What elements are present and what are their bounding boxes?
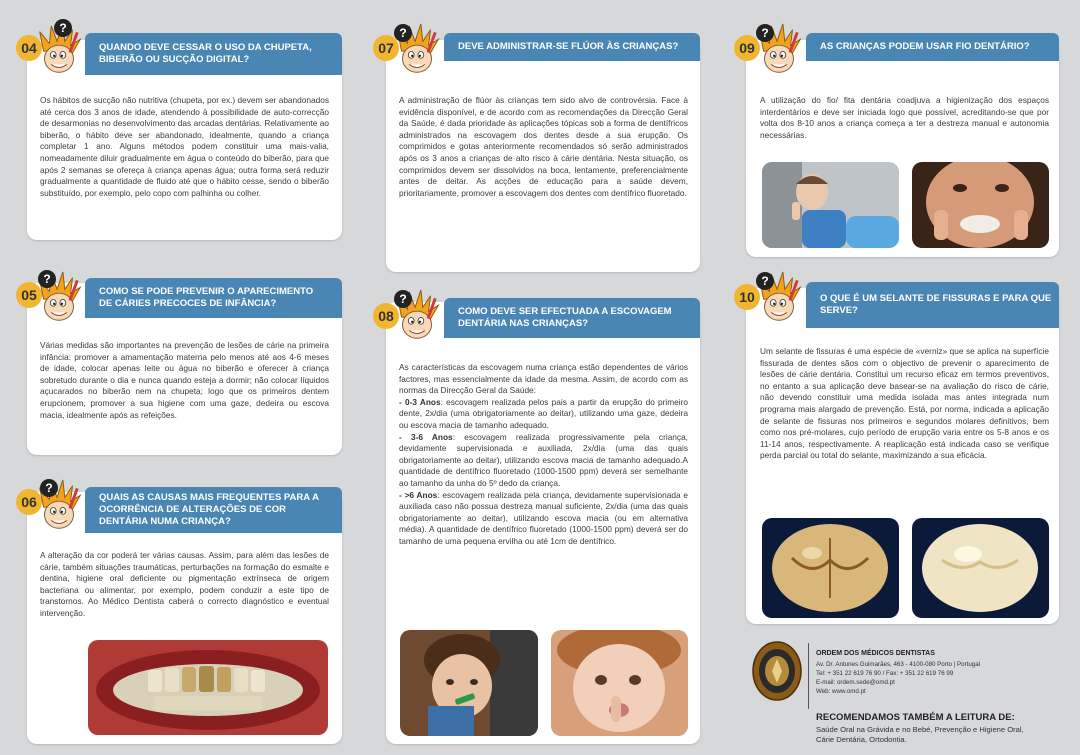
section-06-body (40, 550, 329, 620)
question-mark-icon: ? (756, 24, 774, 42)
section-08-item-3-6-text: : escovagem realizada progressivamente pela criança, devidamente supervisionada e auxiliada, 2x/dia (uma das quais obrigatoriamente ao deitar), utilizando escova macia de tamanho adequado.A quantidade de dentífrico fluoretado (1000-1500 ppm) deverá ser semelhante ao tamanho da unha do 5º dedo da criança. (399, 431, 688, 488)
footer-recommend-line-1: Saúde Oral na Grávida e no Bebé, Prevenção e Higiene Oral, (816, 725, 1024, 734)
section-10-body (760, 346, 1049, 462)
section-04-title-line-2: BIBERÃO OU SUCÇÃO DIGITAL? (99, 54, 250, 65)
section-09-title: AS CRIANÇAS PODEM USAR FIO DENTÁRIO? (820, 41, 1030, 52)
footer-org-name: ORDEM DOS MÉDICOS DENTISTAS (816, 650, 935, 657)
question-mark-icon: ? (756, 272, 774, 290)
molar-after-sealant-photo (912, 518, 1049, 618)
section-09-body-text: A utilização do fio/ fita dentária coadjuva a higienização dos espaços interdentários e deve ser iniciada logo que possível, acreditando-se que por volta dos 8-10 anos a criança começa a ter a destreza manual e autonomia necessárias. (760, 95, 1049, 140)
question-mark-icon: ? (394, 24, 412, 42)
child-finger-mouth-photo (551, 630, 688, 736)
molar-before-sealant-photo (762, 518, 899, 618)
footer-address: Av. Dr. Antunes Guimarães, 463 - 4100-080 Porto | Portugal (816, 661, 981, 668)
child-brushing-photo (400, 630, 538, 736)
section-07-number-badge: 07 (373, 35, 399, 61)
section-07-body (399, 95, 688, 199)
section-08-item-3-6-label: - 3-6 Anos (399, 431, 453, 442)
section-04-header (85, 33, 342, 75)
section-10-number-badge: 10 (734, 284, 760, 310)
section-09-number-badge: 09 (734, 35, 760, 61)
question-mark-icon: ? (38, 270, 56, 288)
section-05-title-line-2: DE CÁRIES PRECOCES DE INFÂNCIA? (99, 298, 277, 309)
section-10-header (806, 282, 1059, 328)
footer-web: Web: www.omd.pt (816, 688, 866, 695)
section-10-body-text: Um selante de fissuras é uma espécie de «verniz» que se aplica na superfície fissurada de dentes sãos com o objectivo de prevenir o aparecimento de lesões de cárie dentária. Constitui um recurso eficaz em termos preventivos, no entanto a sua aplicação deve basear-se na avaliação do risco de cárie, não devendo constituir uma medida isolada mas antes integrada num programa mais alargado de prevenção. Está, por norma, indicada a aplicação de selante de fissuras nos primeiros e segundos molares definitivos, bem como nos pré-molares, cujo período de erupção varia entre os 5-8 anos e os 11-14 anos, respectivamente. A reaplicação está indicada caso se verifique perda parcial ou total do selante, maximizando a sua eficácia. (760, 346, 1049, 461)
section-06-header (85, 487, 342, 533)
section-08-item-0-3 (399, 397, 688, 432)
section-08-intro: As características da escovagem numa criança estão dependentes de vários factores, mas essencialmente da idade da mesma. Assim, de acordo com as normas da Direcção Geral da Saúde: (399, 362, 688, 396)
section-08-item-6-plus (399, 490, 688, 548)
omd-seal-logo (752, 641, 802, 701)
footer-recommend-line-2: Cárie Dentária, Ortodontia. (816, 735, 907, 744)
section-10-title-line-2: SERVE? (820, 305, 858, 316)
section-06-title-line-3: DENTÁRIA NUMA CRIANÇA? (99, 516, 231, 527)
section-04-title-line-1: QUANDO DEVE CESSAR O USO DA CHUPETA, (99, 42, 312, 53)
question-mark-icon: ? (40, 479, 58, 497)
footer-email: E-mail: ordem.sede@omd.pt (816, 679, 895, 686)
discolored-teeth-photo (88, 640, 328, 735)
section-07-body-text: A administração de flúor às crianças tem sido alvo de controvérsia. Face à evidência disponível, e de acordo com as recomendações da Direcção Geral da Saúde, é dada prioridade às aplicações tópicas sob a forma de dentífricos administrados na escovagem dos dentes desde a sua erupção. Os comprimidos e gotas anteriormente recomendados só serão administrados após os 3 anos a crianças de alto risco à cárie dentária. Nesta situação, os comprimidos devem ser dissolvidos na boca, lentamente, preferencialmente antes de deitar. As acções de educação para a saúde devem, prioritariamente, promover a escovagem dos dentes com dentífrico fluoretado. (399, 95, 688, 198)
footer-divider (808, 643, 809, 709)
section-04-body-text: Os hábitos de sucção não nutritiva (chupeta, por ex.) devem ser abandonados até cerca dos 3 anos de idade, atendendo à possibilidade de auto-correcção de desarmonias no desenvolvimento das arcadas dentárias. Relativamente ao biberão, o hábito deve ser abandonado, idealmente, quando a criança completar 1 ano. Alguns métodos podem constituir uma mais-valia, nomeadamente diluir gradualmente em água o conteúdo do biberão, para que após 2 semanas se ofereça à criança apenas água; outra forma será reduzir gradualmente a quantidade de fluido até que o hábito cesse, sendo o biberão substituído, por exemplo, pelo copo com palhinha ou colher. (40, 95, 329, 198)
tooth-mascot-icon (30, 476, 88, 538)
section-05-body (40, 340, 329, 421)
footer-phone: Tel: + 351 22 619 76 90 / Fax: + 351 22 619 76 99 (816, 670, 954, 677)
section-09-body (760, 95, 1049, 141)
section-05-title-line-1: COMO SE PODE PREVENIR O APARECIMENTO (99, 286, 314, 297)
section-04-number-badge: 04 (16, 35, 42, 61)
section-06-title-line-2: OCORRÊNCIA DE ALTERAÇÕES DE COR (99, 504, 287, 515)
section-06-body-text: A alteração da cor poderá ter várias causas. Assim, para além das lesões de cárie, também situações traumáticas, perturbações na formação do esmalte e dentina, higiene oral deficiente ou pigmentação extrínseca de origem bacteriana ou alimentar, por exemplo, podem conduzir a este tipo de transtornos. Ao Médico Dentista caberá o correcto diagnóstico e eventual intervenção. (40, 550, 329, 618)
section-10-title-line-1: O QUE É UM SELANTE DE FISSURAS E PARA QUE (820, 293, 1052, 304)
question-mark-icon: ? (54, 19, 72, 37)
child-dentist-chair-photo (762, 162, 899, 248)
section-06-number-badge: 06 (16, 489, 42, 515)
section-08-item-6-plus-label: - >6 Anos (399, 489, 438, 500)
section-08-body (399, 362, 688, 548)
section-07-title: DEVE ADMINISTRAR-SE FLÚOR ÀS CRIANÇAS? (458, 41, 679, 52)
section-06-title-line-1: QUAIS AS CAUSAS MAIS FREQUENTES PARA A (99, 492, 319, 503)
section-05-body-text: Várias medidas são importantes na prevenção de lesões de cárie na primeira infância: promover a amamentação materna pelo menos até aos 4-6 meses de idade, colocar apenas leite ou água no biberão e oferecer à criança sobretudo durante o dia e nunca quando esteja a dormir; não colocar líquidos açucarados no biberão nem na chupeta; logo que os primeiros dentem erupcionem, promover a sua higiene com uma gaze, dedeira ou escova macia, idealmente após as refeições. (40, 340, 329, 420)
section-08-item-0-3-text: : escovagem realizada pelos pais a partir da erupção do primeiro dente, 2x/dia (uma obrigatoriamente ao deitar), utilizando uma gaze, dedeira ou escova macia de tamanho adequado. (399, 396, 688, 430)
section-08-item-0-3-label: - 0-3 Anos (399, 396, 441, 407)
section-08-number-badge: 08 (373, 303, 399, 329)
section-08-title-line-2: DENTÁRIA NAS CRIANÇAS? (458, 318, 589, 329)
section-05-number-badge: 05 (16, 282, 42, 308)
section-08-item-6-plus-text: : escovagem realizada pela criança, devidamente supervisionada e auxiliada caso não possua destreza manual suficiente, 2x/dia (uma das quais obrigatoriamente ao deitar), utilizando escova macia (ou em alternativa média). A quantidade de dentífrico fluoretado (1000-1500 ppm) deverá ser do tamanho de uma pequena ervilha ou até 1cm de dentífrico. (399, 489, 688, 546)
section-08-title-line-1: COMO DEVE SER EFECTUADA A ESCOVAGEM (458, 306, 672, 317)
footer-recommend-title: RECOMENDAMOS TAMBÉM A LEITURA DE: (816, 712, 1015, 723)
section-08-item-3-6 (399, 432, 688, 490)
section-09-header (806, 33, 1059, 61)
section-05-header (85, 278, 342, 318)
section-07-header (444, 33, 700, 61)
child-flossing-photo (912, 162, 1049, 248)
section-08-header (444, 298, 700, 338)
section-04-body (40, 95, 329, 199)
question-mark-icon: ? (394, 290, 412, 308)
